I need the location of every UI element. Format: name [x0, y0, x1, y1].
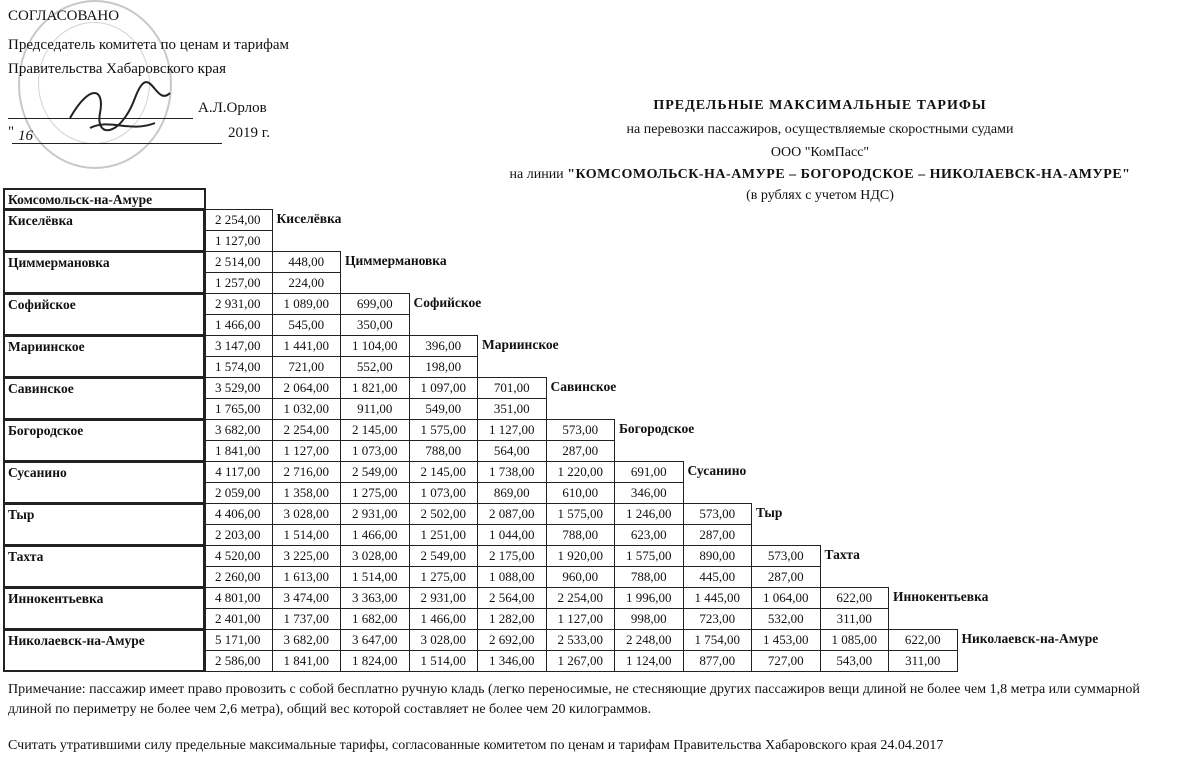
route-name: "КОМСОМОЛЬСК-НА-АМУРЕ – БОГОРОДСКОЕ – НИКОЛАЕВСК-НА-АМУРЕ" — [567, 167, 1131, 182]
full-fare-cell: 3 682,00 — [272, 629, 342, 651]
full-fare-cell: 3 363,00 — [340, 587, 410, 609]
stop-name-cell: Киселёвка — [3, 209, 206, 252]
child-fare-cell: 1 251,00 — [409, 524, 479, 546]
full-fare-cell: 2 254,00 — [272, 419, 342, 441]
child-fare-cell: 1 466,00 — [409, 608, 479, 630]
full-fare-cell: 1 064,00 — [751, 587, 821, 609]
full-fare-cell: 4 801,00 — [203, 587, 273, 609]
full-fare-cell: 2 549,00 — [340, 461, 410, 483]
full-fare-cell: 622,00 — [820, 587, 890, 609]
approver-name: А.Л.Орлов — [198, 100, 267, 116]
full-fare-cell: 4 520,00 — [203, 545, 273, 567]
child-fare-cell: 2 059,00 — [203, 482, 273, 504]
child-fare-cell: 869,00 — [477, 482, 547, 504]
full-fare-cell: 2 931,00 — [203, 293, 273, 315]
child-fare-cell: 564,00 — [477, 440, 547, 462]
full-fare-cell: 691,00 — [614, 461, 684, 483]
approval-organization: Правительства Хабаровского края — [8, 61, 226, 77]
child-fare-cell: 1 574,00 — [203, 356, 273, 378]
full-fare-cell: 1 575,00 — [546, 503, 616, 525]
route-prefix: на линии — [509, 167, 564, 182]
stop-name-cell: Савинское — [3, 377, 206, 420]
approval-position: Председатель комитета по ценам и тарифам — [8, 37, 289, 53]
child-fare-cell: 545,00 — [272, 314, 342, 336]
full-fare-cell: 1 453,00 — [751, 629, 821, 651]
diagonal-stop-label: Савинское — [550, 379, 617, 394]
child-fare-cell: 1 275,00 — [409, 566, 479, 588]
subtitle-currency: (в рублях с учетом НДС) — [746, 188, 894, 203]
child-fare-cell: 532,00 — [751, 608, 821, 630]
child-fare-cell: 1 466,00 — [340, 524, 410, 546]
child-fare-cell: 1 073,00 — [340, 440, 410, 462]
full-fare-cell: 1 754,00 — [683, 629, 753, 651]
child-fare-cell: 1 514,00 — [340, 566, 410, 588]
child-fare-cell: 998,00 — [614, 608, 684, 630]
full-fare-cell: 2 514,00 — [203, 251, 273, 273]
child-fare-cell: 350,00 — [340, 314, 410, 336]
child-fare-cell: 1 124,00 — [614, 650, 684, 672]
full-fare-cell: 890,00 — [683, 545, 753, 567]
diagonal-stop-label: Софийское — [413, 295, 482, 310]
child-fare-cell: 623,00 — [614, 524, 684, 546]
diagonal-stop-label: Сусанино — [687, 463, 747, 478]
child-fare-cell: 543,00 — [820, 650, 890, 672]
full-fare-cell: 1 127,00 — [477, 419, 547, 441]
child-fare-cell: 552,00 — [340, 356, 410, 378]
full-fare-cell: 701,00 — [477, 377, 547, 399]
date-day: 16 — [18, 128, 33, 144]
diagonal-stop-label: Иннокентьевка — [893, 589, 989, 604]
child-fare-cell: 1 682,00 — [340, 608, 410, 630]
full-fare-cell: 2 533,00 — [546, 629, 616, 651]
child-fare-cell: 351,00 — [477, 398, 547, 420]
full-fare-cell: 2 175,00 — [477, 545, 547, 567]
subtitle-line1: на перевозки пассажиров, осуществляемые скоростными судами — [626, 122, 1014, 137]
diagonal-stop-label: Тыр — [756, 505, 783, 520]
full-fare-cell: 622,00 — [888, 629, 958, 651]
full-fare-cell: 5 171,00 — [203, 629, 273, 651]
full-fare-cell: 573,00 — [751, 545, 821, 567]
child-fare-cell: 311,00 — [888, 650, 958, 672]
child-fare-cell: 549,00 — [409, 398, 479, 420]
diagonal-stop-label: Циммермановка — [345, 253, 447, 268]
full-fare-cell: 1 246,00 — [614, 503, 684, 525]
full-fare-cell: 2 692,00 — [477, 629, 547, 651]
child-fare-cell: 1 824,00 — [340, 650, 410, 672]
child-fare-cell: 788,00 — [546, 524, 616, 546]
full-fare-cell: 2 564,00 — [477, 587, 547, 609]
child-fare-cell: 1 514,00 — [409, 650, 479, 672]
full-fare-cell: 3 529,00 — [203, 377, 273, 399]
child-fare-cell: 445,00 — [683, 566, 753, 588]
child-fare-cell: 1 358,00 — [272, 482, 342, 504]
child-fare-cell: 1 032,00 — [272, 398, 342, 420]
stop-name-cell: Сусанино — [3, 461, 206, 504]
full-fare-cell: 3 147,00 — [203, 335, 273, 357]
full-fare-cell: 573,00 — [683, 503, 753, 525]
child-fare-cell: 1 267,00 — [546, 650, 616, 672]
full-fare-cell: 1 575,00 — [614, 545, 684, 567]
child-fare-cell: 1 044,00 — [477, 524, 547, 546]
full-fare-cell: 2 064,00 — [272, 377, 342, 399]
full-fare-cell: 3 028,00 — [340, 545, 410, 567]
child-fare-cell: 1 282,00 — [477, 608, 547, 630]
child-fare-cell: 311,00 — [820, 608, 890, 630]
child-fare-cell: 911,00 — [340, 398, 410, 420]
date-quote: " — [8, 124, 15, 140]
child-fare-cell: 1 127,00 — [272, 440, 342, 462]
stop-name-cell: Тыр — [3, 503, 206, 546]
stop-name-cell: Тахта — [3, 545, 206, 588]
full-fare-cell: 1 104,00 — [340, 335, 410, 357]
child-fare-cell: 287,00 — [751, 566, 821, 588]
child-fare-cell: 1 841,00 — [203, 440, 273, 462]
full-fare-cell: 3 028,00 — [272, 503, 342, 525]
child-fare-cell: 788,00 — [614, 566, 684, 588]
child-fare-cell: 610,00 — [546, 482, 616, 504]
child-fare-cell: 2 203,00 — [203, 524, 273, 546]
child-fare-cell: 1 127,00 — [203, 230, 273, 252]
full-fare-cell: 1 445,00 — [683, 587, 753, 609]
full-fare-cell: 2 254,00 — [203, 209, 273, 231]
document-title: ПРЕДЕЛЬНЫЕ МАКСИМАЛЬНЫЕ ТАРИФЫ — [653, 98, 987, 113]
full-fare-cell: 2 087,00 — [477, 503, 547, 525]
full-fare-cell: 1 220,00 — [546, 461, 616, 483]
child-fare-cell: 1 765,00 — [203, 398, 273, 420]
origin-stop-cell: Комсомольск-на-Амуре — [3, 188, 206, 210]
child-fare-cell: 224,00 — [272, 272, 342, 294]
child-fare-cell: 1 257,00 — [203, 272, 273, 294]
stop-name-cell: Софийское — [3, 293, 206, 336]
full-fare-cell: 2 931,00 — [409, 587, 479, 609]
full-fare-cell: 573,00 — [546, 419, 616, 441]
child-fare-cell: 1 841,00 — [272, 650, 342, 672]
full-fare-cell: 448,00 — [272, 251, 342, 273]
diagonal-stop-label: Мариинское — [482, 337, 559, 352]
full-fare-cell: 699,00 — [340, 293, 410, 315]
full-fare-cell: 3 682,00 — [203, 419, 273, 441]
child-fare-cell: 1 514,00 — [272, 524, 342, 546]
subtitle-company: ООО "КомПасс" — [770, 145, 870, 160]
child-fare-cell: 721,00 — [272, 356, 342, 378]
full-fare-cell: 3 647,00 — [340, 629, 410, 651]
stop-name-cell: Николаевск-на-Амуре — [3, 629, 206, 672]
full-fare-cell: 396,00 — [409, 335, 479, 357]
full-fare-cell: 1 575,00 — [409, 419, 479, 441]
child-fare-cell: 287,00 — [546, 440, 616, 462]
diagonal-stop-label: Киселёвка — [276, 211, 342, 226]
full-fare-cell: 1 920,00 — [546, 545, 616, 567]
child-fare-cell: 2 586,00 — [203, 650, 273, 672]
note-repeal: Считать утратившими силу предельные максимальные тарифы, согласованные комитетом по ценам и тарифам Правительства Хабаровского края 24.04.2017 — [8, 738, 944, 753]
child-fare-cell: 1 088,00 — [477, 566, 547, 588]
full-fare-cell: 2 248,00 — [614, 629, 684, 651]
full-fare-cell: 4 117,00 — [203, 461, 273, 483]
child-fare-cell: 1 613,00 — [272, 566, 342, 588]
full-fare-cell: 2 145,00 — [340, 419, 410, 441]
child-fare-cell: 723,00 — [683, 608, 753, 630]
full-fare-cell: 2 145,00 — [409, 461, 479, 483]
full-fare-cell: 3 474,00 — [272, 587, 342, 609]
child-fare-cell: 1 275,00 — [340, 482, 410, 504]
date-year: 2019 г. — [228, 125, 270, 141]
child-fare-cell: 1 737,00 — [272, 608, 342, 630]
diagonal-stop-label: Богородское — [619, 421, 695, 436]
full-fare-cell: 2 716,00 — [272, 461, 342, 483]
child-fare-cell: 1 466,00 — [203, 314, 273, 336]
child-fare-cell: 1 073,00 — [409, 482, 479, 504]
stop-name-cell: Иннокентьевка — [3, 587, 206, 630]
full-fare-cell: 1 996,00 — [614, 587, 684, 609]
child-fare-cell: 877,00 — [683, 650, 753, 672]
child-fare-cell: 1 127,00 — [546, 608, 616, 630]
child-fare-cell: 2 260,00 — [203, 566, 273, 588]
full-fare-cell: 1 821,00 — [340, 377, 410, 399]
stop-name-cell: Богородское — [3, 419, 206, 462]
child-fare-cell: 788,00 — [409, 440, 479, 462]
full-fare-cell: 1 085,00 — [820, 629, 890, 651]
child-fare-cell: 287,00 — [683, 524, 753, 546]
full-fare-cell: 2 931,00 — [340, 503, 410, 525]
full-fare-cell: 3 225,00 — [272, 545, 342, 567]
child-fare-cell: 1 346,00 — [477, 650, 547, 672]
stop-name-cell: Мариинское — [3, 335, 206, 378]
full-fare-cell: 1 441,00 — [272, 335, 342, 357]
full-fare-cell: 4 406,00 — [203, 503, 273, 525]
full-fare-cell: 2 549,00 — [409, 545, 479, 567]
full-fare-cell: 1 089,00 — [272, 293, 342, 315]
full-fare-cell: 1 097,00 — [409, 377, 479, 399]
child-fare-cell: 727,00 — [751, 650, 821, 672]
full-fare-cell: 3 028,00 — [409, 629, 479, 651]
diagonal-stop-label: Николаевск-на-Амуре — [961, 631, 1099, 646]
approval-label: СОГЛАСОВАНО — [8, 8, 120, 24]
child-fare-cell: 198,00 — [409, 356, 479, 378]
diagonal-stop-label: Тахта — [824, 547, 860, 562]
child-fare-cell: 2 401,00 — [203, 608, 273, 630]
child-fare-cell: 960,00 — [546, 566, 616, 588]
full-fare-cell: 2 502,00 — [409, 503, 479, 525]
stop-name-cell: Циммермановка — [3, 251, 206, 294]
full-fare-cell: 1 738,00 — [477, 461, 547, 483]
note-luggage: Примечание: пассажир имеет право провозить с собой бесплатно ручную кладь (легко переносимые, не стесняющие других пассажиров вещи длиной не более чем 1,8 метра или суммарной длиной по периметру не более чем 2,6 метра), общий вес которой составляет не более чем 20 килограммов. — [8, 682, 1140, 717]
full-fare-cell: 2 254,00 — [546, 587, 616, 609]
child-fare-cell: 346,00 — [614, 482, 684, 504]
